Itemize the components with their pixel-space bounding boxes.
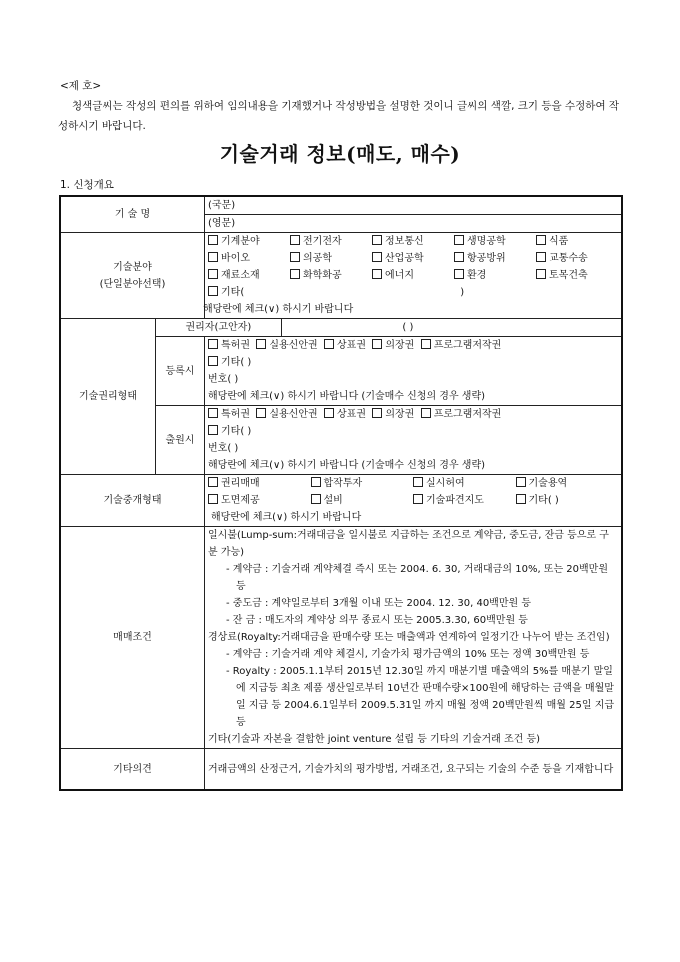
checkbox-icon[interactable] [536, 235, 546, 245]
field-label [60, 233, 205, 319]
section-title: 1. 신청개요 [60, 179, 114, 191]
applied-label: 출원시 [156, 406, 205, 475]
field-option[interactable]: 환경 [454, 267, 536, 284]
checkbox-icon[interactable] [208, 252, 218, 262]
field-label-line2: (단일분야선택) [99, 278, 166, 290]
terms-line-lumpsum: 일시불(Lump-sum:거래대금을 일시불로 지급하는 조건으로 계약금, 중도금, 잔금 등으로 구분 가능) [208, 530, 609, 558]
field-option[interactable]: 에너지 [372, 267, 454, 284]
applied-option[interactable]: 프로그램저작권 [421, 409, 502, 420]
field-option[interactable]: 항공방위 [454, 250, 536, 267]
brokerage-label: 기술중개형태 [60, 475, 205, 527]
field-option[interactable]: 교통수송 [536, 250, 618, 267]
checkbox-icon[interactable] [290, 269, 300, 279]
tech-name-label: 기 술 명 [60, 196, 205, 233]
note-body: 청색글씨는 작성의 편의를 위하여 임의내용을 기재했거나 작성방법을 설명한 것이니 글씨의 색깔, 크기 등을 수정하여 작성하시기 바랍니다. [58, 100, 620, 132]
field-option[interactable]: 화학화공 [290, 267, 372, 284]
field-option[interactable]: 토목건축 [536, 267, 618, 284]
terms-line-deposit: - 계약금 : 기술거래 계약체결 즉시 또는 2004. 6. 30, 거래대금의 10%, 또는 20백만원 등 [226, 564, 609, 592]
applied-option[interactable]: 특허권 [208, 409, 250, 420]
field-option[interactable]: 생명공학 [454, 233, 536, 250]
checkbox-icon[interactable] [413, 494, 423, 504]
brokerage-option[interactable]: 실시허여 [413, 475, 516, 492]
brokerage-instruction: 해당란에 체크(∨) 하시기 바랍니다 [211, 512, 362, 523]
brokerage-option[interactable]: 합작투자 [311, 475, 414, 492]
checkbox-icon[interactable] [372, 235, 382, 245]
brokerage-option[interactable]: 기술파견지도 [413, 492, 516, 509]
brokerage-option-other[interactable]: 기타( ) [516, 492, 619, 509]
checkbox-icon[interactable] [208, 425, 218, 435]
terms-line-interim: - 중도금 : 계약일로부터 3개월 이내 또는 2004. 12. 30, 40백만원 등 [226, 598, 532, 609]
checkbox-icon[interactable] [208, 269, 218, 279]
rights-holder-field[interactable]: ( ) [281, 319, 622, 337]
checkbox-icon[interactable] [311, 494, 321, 504]
rights-label: 기술권리형태 [60, 319, 156, 475]
field-option-other[interactable]: 기타( ) [208, 284, 536, 301]
field-option[interactable]: 재료소재 [208, 267, 290, 284]
applied-instruction: 해당란에 체크(∨) 하시기 바랍니다 (기술매수 신청의 경우 생략) [208, 460, 486, 471]
tech-name-korean-field[interactable]: (국문) [205, 196, 623, 215]
registered-number[interactable]: 번호( ) [208, 374, 239, 385]
terms-line-royalty-deposit: - 계약금 : 기술거래 계약 체결시, 기술가치 평가금액의 10% 또는 정액 30백만원 등 [226, 649, 590, 660]
field-option[interactable]: 의공학 [290, 250, 372, 267]
checkbox-icon[interactable] [208, 356, 218, 366]
checkbox-icon[interactable] [311, 477, 321, 487]
registered-other[interactable]: 기타( ) [208, 354, 618, 371]
field-option[interactable]: 식품 [536, 233, 618, 250]
checkbox-icon[interactable] [324, 408, 334, 418]
registered-option[interactable]: 의장권 [372, 340, 414, 351]
checkbox-icon[interactable] [256, 339, 266, 349]
checkbox-icon[interactable] [421, 408, 431, 418]
field-instruction: 해당란에 체크(∨) 하시기 바랍니다 [203, 304, 354, 315]
checkbox-icon[interactable] [324, 339, 334, 349]
terms-line-other: 기타(기술과 자본을 결합한 joint venture 설립 등 기타의 기술거래 조건 등) [208, 734, 541, 745]
note-heading: <제 호> [60, 80, 102, 92]
checkbox-icon[interactable] [536, 269, 546, 279]
registered-options [208, 337, 618, 354]
checkbox-icon[interactable] [208, 235, 218, 245]
checkbox-icon[interactable] [516, 477, 526, 487]
brokerage-options [208, 475, 618, 509]
checkbox-icon[interactable] [536, 252, 546, 262]
tech-name-english-field[interactable]: (영문) [205, 215, 623, 233]
checkbox-icon[interactable] [454, 235, 464, 245]
applied-option[interactable]: 의장권 [372, 409, 414, 420]
checkbox-icon[interactable] [208, 339, 218, 349]
other-opinion-label: 기타의견 [60, 749, 205, 791]
terms-cell [205, 527, 623, 749]
checkbox-icon[interactable] [454, 269, 464, 279]
page-title: 기술거래 정보(매도, 매수) [219, 142, 461, 166]
application-table [59, 195, 623, 791]
checkbox-icon[interactable] [372, 408, 382, 418]
checkbox-icon[interactable] [208, 477, 218, 487]
field-option[interactable]: 전기전자 [290, 233, 372, 250]
registered-cell [205, 337, 623, 406]
registered-instruction: 해당란에 체크(∨) 하시기 바랍니다 (기술매수 신청의 경우 생략) [208, 391, 486, 402]
field-options [208, 233, 618, 301]
registered-option[interactable]: 특허권 [208, 340, 250, 351]
applied-other[interactable]: 기타( ) [208, 423, 618, 440]
terms-line-royalty-detail: - Royalty : 2005.1.1부터 2015년 12.30일 까지 매분기별 매출액의 5%를 매분기 말일에 지급등 최초 제품 생산일로부터 10년간 판매수량×100원에 해당하는 금액을 매월말일 지급 등 2004.6.1일부터 2009.5.31일 까지 매월 정액 20백만원씩 매월 25일 지급 등 [226, 666, 615, 728]
checkbox-icon[interactable] [256, 408, 266, 418]
other-opinion-field[interactable]: 거래금액의 산정근거, 기술가치의 평가방법, 거래조건, 요구되는 기술의 수준 등을 기재합니다 [205, 749, 623, 791]
registered-option[interactable]: 프로그램저작권 [421, 340, 502, 351]
checkbox-icon[interactable] [290, 252, 300, 262]
brokerage-option[interactable]: 기술용역 [516, 475, 619, 492]
applied-cell [205, 406, 623, 475]
checkbox-icon[interactable] [290, 235, 300, 245]
checkbox-icon[interactable] [372, 339, 382, 349]
applied-option[interactable]: 실용신안권 [256, 409, 317, 420]
brokerage-option[interactable]: 권리매매 [208, 475, 311, 492]
brokerage-option[interactable]: 도면제공 [208, 492, 311, 509]
field-label-line1: 기술분야 [113, 261, 152, 273]
checkbox-icon[interactable] [372, 269, 382, 279]
checkbox-icon[interactable] [208, 408, 218, 418]
field-option[interactable]: 정보통신 [372, 233, 454, 250]
checkbox-icon[interactable] [516, 494, 526, 504]
terms-label: 매매조건 [60, 527, 205, 749]
applied-option[interactable]: 상표권 [324, 409, 366, 420]
checkbox-icon[interactable] [421, 339, 431, 349]
brokerage-option[interactable]: 설비 [311, 492, 414, 509]
field-option[interactable]: 기계분야 [208, 233, 290, 250]
field-option[interactable]: 바이오 [208, 250, 290, 267]
checkbox-icon[interactable] [372, 252, 382, 262]
checkbox-icon[interactable] [413, 477, 423, 487]
field-option[interactable]: 산업공학 [372, 250, 454, 267]
field-options-cell [205, 233, 623, 319]
checkbox-icon[interactable] [454, 252, 464, 262]
brokerage-cell [205, 475, 623, 527]
checkbox-icon[interactable] [208, 494, 218, 504]
registered-label: 등록시 [156, 337, 205, 406]
applied-options [208, 406, 618, 423]
registered-option[interactable]: 상표권 [324, 340, 366, 351]
applied-number[interactable]: 번호( ) [208, 443, 239, 454]
terms-line-balance: - 잔 금 : 매도자의 계약상 의무 종료시 또는 2005.3.30, 60백만원 등 [226, 615, 528, 626]
rights-holder-label: 권리자(고안자) [156, 319, 282, 337]
registered-option[interactable]: 실용신안권 [256, 340, 317, 351]
terms-line-royalty-intro: 경상료(Royalty:거래대금을 판매수량 또는 매출액과 연계하여 일정기간 나누어 받는 조건임) [208, 632, 610, 643]
checkbox-icon[interactable] [208, 286, 218, 296]
